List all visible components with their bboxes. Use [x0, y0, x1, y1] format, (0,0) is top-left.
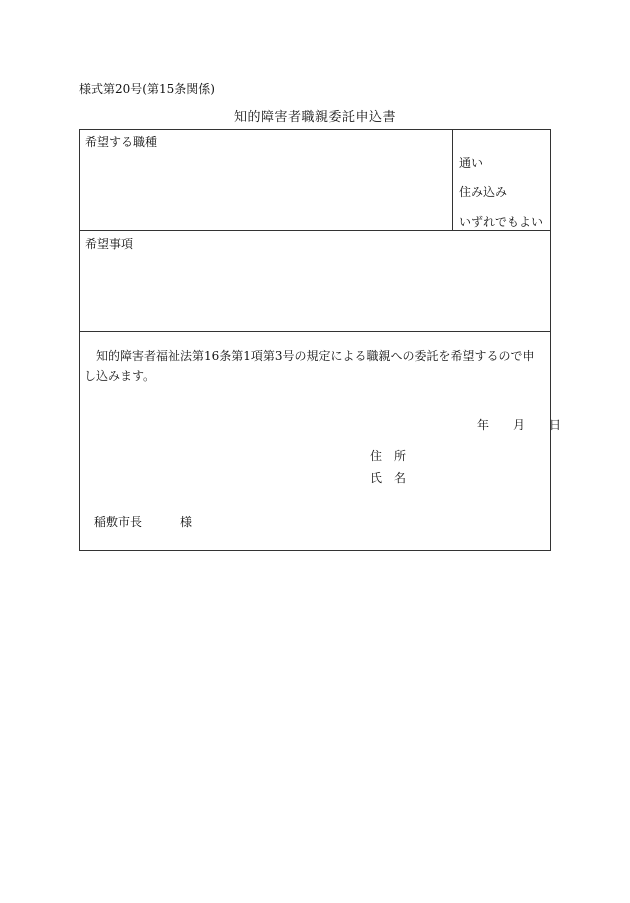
- declaration-statement: 知的障害者福祉法第16条第1項第3号の規定による職親への委託を希望するので申し込みます。: [84, 349, 535, 383]
- name-field[interactable]: [370, 469, 406, 486]
- day-label: 日: [549, 418, 562, 432]
- honorific-label: 様: [180, 515, 193, 529]
- job-row: [80, 130, 550, 231]
- name-label-1: 氏: [370, 471, 383, 485]
- page-title: 知的障害者職親委託申込書: [233, 110, 396, 125]
- date-field[interactable]: [453, 416, 561, 433]
- name-label-2: 名: [394, 471, 407, 485]
- commute-options: [453, 130, 550, 230]
- month-label: 月: [513, 418, 526, 432]
- option-live-in[interactable]: 住み込み: [459, 185, 508, 199]
- requests-label: 希望事項: [85, 237, 134, 251]
- mayor-label: 稲敷市長: [94, 515, 143, 529]
- address-label-1: 住: [370, 449, 383, 463]
- address-label-2: 所: [394, 449, 407, 463]
- option-commute[interactable]: 通い: [459, 156, 484, 170]
- form-number: 様式第20号(第15条関係): [79, 82, 215, 96]
- desired-job-field[interactable]: [80, 130, 453, 230]
- addressee: [94, 513, 192, 530]
- desired-job-label: 希望する職種: [85, 135, 158, 149]
- application-form: [79, 129, 562, 551]
- declaration-section: [80, 332, 562, 550]
- option-either[interactable]: いずれでもよい: [459, 215, 544, 229]
- year-label: 年: [477, 418, 490, 432]
- requests-field[interactable]: [80, 231, 550, 332]
- address-field[interactable]: [370, 447, 406, 464]
